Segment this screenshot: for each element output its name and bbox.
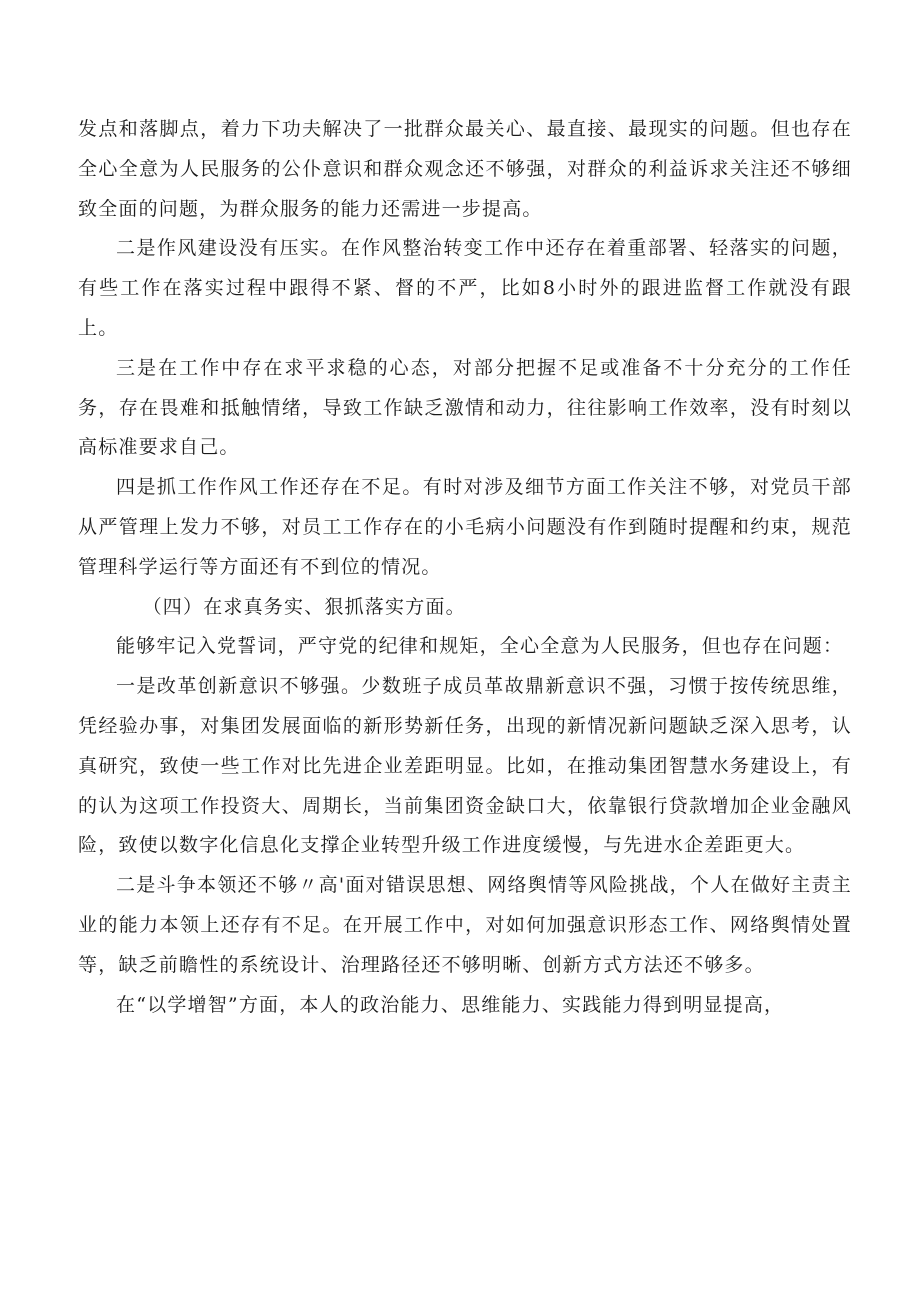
paragraph-8: 二是斗争本领还不够〃高'面对错误思想、网络舆情等风险挑战，个人在做好主责主业的能力本领上还存有不足。在开展工作中，对如何加强意识形态工作、网络舆情处置等，缺乏前瞻性的系统设计、治理路径还不够明晰、创新方式方法还不够多。: [78, 874, 852, 976]
paragraph-7: 一是改革创新意识不够强。少数班子成员革故鼎新意识不强，习惯于按传统思维，凭经验办事，对集团发展面临的新形势新任务，出现的新情况新问题缺乏深入思考，认真研究，致使一些工作对比先进企业差距明显。比如，在推动集团智慧水务建设上，有的认为这项工作投资大、周期长，当前集团资金缺口大，依靠银行贷款增加企业金融风险，致使以数字化信息化支撑企业转型升级工作进度缓慢，与先进水企差距更大。: [78, 675, 852, 857]
document-body: [78, 110, 852, 1025]
paragraph-4: 四是抓工作作风工作还存在不足。有时对涉及细节方面工作关注不够，对党员干部从严管理上发力不够，对员工工作存在的小毛病小问题没有作到随时提醒和约束，规范管理科学运行等方面还有不到位的情况。: [78, 476, 852, 578]
section-heading: （四）在求真务实、狠抓落实方面。: [142, 595, 466, 618]
paragraph-1: 发点和落脚点，着力下功夫解决了一批群众最关心、最直接、最现实的问题。但也存在全心全意为人民服务的公仆意识和群众观念还不够强，对群众的利益诉求关注还不够细致全面的问题，为群众服务的能力还需进一步提高。: [78, 118, 852, 220]
paragraph-2: 二是作风建设没有压实。在作风整治转变工作中还存在着重部署、轻落实的问题，有些工作在落实过程中跟得不紧、督的不严，比如8小时外的跟进监督工作就没有跟上。: [78, 237, 852, 339]
paragraph-9: 在“以学增智”方面，本人的政治能力、思维能力、实践能力得到明显提高，: [116, 993, 785, 1016]
paragraph-3: 三是在工作中存在求平求稳的心态，对部分把握不足或准备不十分充分的工作任务，存在畏难和抵触情绪，导致工作缺乏激情和动力，往往影响工作效率，没有时刻以高标准要求自己。: [78, 356, 852, 459]
paragraph-6: 能够牢记入党誓词，严守党的纪律和规矩，全心全意为人民服务，但也存在问题：: [116, 635, 844, 658]
